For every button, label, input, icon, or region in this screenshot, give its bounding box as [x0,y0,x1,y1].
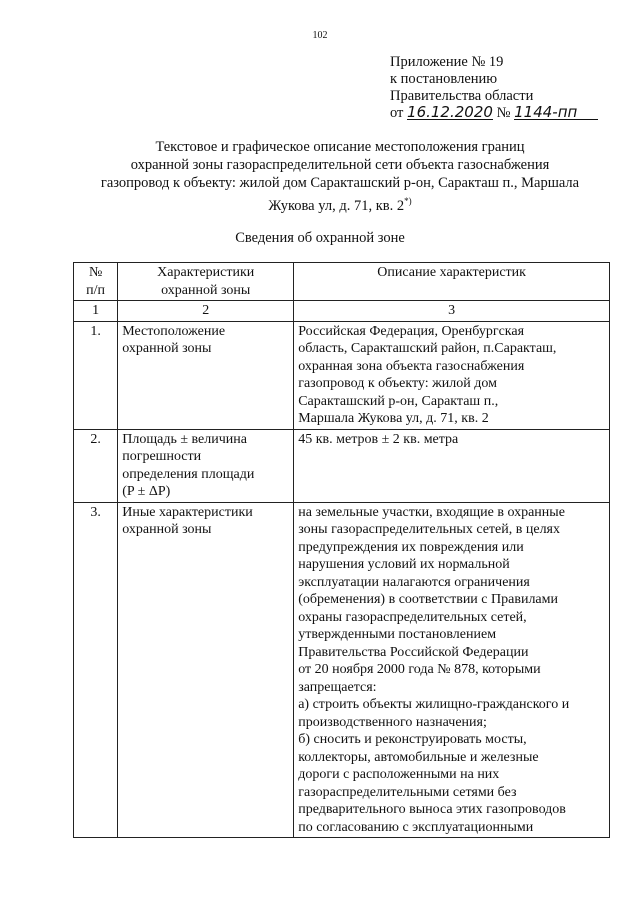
date-prefix: от [390,105,404,121]
protection-zone-table [73,262,610,838]
title-line-4-text: Жукова ул, д. 71, кв. 2 [268,197,405,214]
header-description: Описание характеристик [294,263,610,301]
row-number: 2. [74,429,118,502]
number-prefix: № [496,105,511,121]
title-line-3: газопровод к объекту: жилой дом Саракташский р-он, Саракташ п., Маршала [100,175,580,191]
document-title [80,138,600,215]
table-index-row [74,301,610,322]
row-characteristic: Местоположение охранной зоны [118,321,294,429]
appendix-line-2: к постановлению [390,71,498,87]
table-header-row [74,263,610,301]
header-number: № п/п [74,263,118,301]
row-characteristic: Площадь ± величина погрешности определения площади (P ± ΔP) [118,429,294,502]
title-line-2: охранной зоны газораспределительной сети объекта газоснабжения [130,157,550,173]
row-description: 45 кв. метров ± 2 кв. метра [294,429,610,502]
handwritten-number: 1144-пп [514,105,598,120]
appendix-date-line [390,105,598,122]
appendix-block [390,54,598,122]
table-row [74,321,610,429]
page-number: 102 [312,30,328,41]
section-title: Сведения об охранной зоне [235,230,405,246]
title-line-4 [80,192,600,215]
row-description: Российская Федерация, Оренбургская область, Саракташский район, п.Саракташ, охранная зона объекта газоснабжения газопровод к объекту: жилой дом Саракташский р-он, Саракташ п., Маршала Жукова ул, д. 71, кв. 2 [294,321,610,429]
row-number: 1. [74,321,118,429]
appendix-line-3: Правительства области [390,88,534,104]
table-row [74,502,610,838]
index-cell: 3 [294,301,610,322]
row-number: 3. [74,502,118,838]
index-cell: 1 [74,301,118,322]
title-line-1: Текстовое и графическое описание местоположения границ [155,139,525,155]
appendix-line-1: Приложение № 19 [390,54,504,70]
header-characteristic: Характеристики охранной зоны [118,263,294,301]
footnote-mark: *) [404,196,412,206]
row-description: на земельные участки, входящие в охранные зоны газораспределительных сетей, в целях предупреждения их повреждения или нарушения условий их нормальной эксплуатации налагаются ограничения (обременения) в соответствии с Правилами охраны газораспределительных сетей, утвержденными постановлением Правительства Российской Федерации от 20 ноября 2000 года № 878, которыми запрещается: а) строить объекты жилищно-гражданского и производственного назначения; б) сносить и реконструировать мосты, коллекторы, автомобильные и железные дороги с расположенными на них газораспределительными сетями без предварительного выноса этих газопроводов по согласованию с эксплуатационными [294,502,610,838]
row-characteristic: Иные характеристики охранной зоны [118,502,294,838]
handwritten-date: 16.12.2020 [407,103,493,121]
index-cell: 2 [118,301,294,322]
table-row [74,429,610,502]
